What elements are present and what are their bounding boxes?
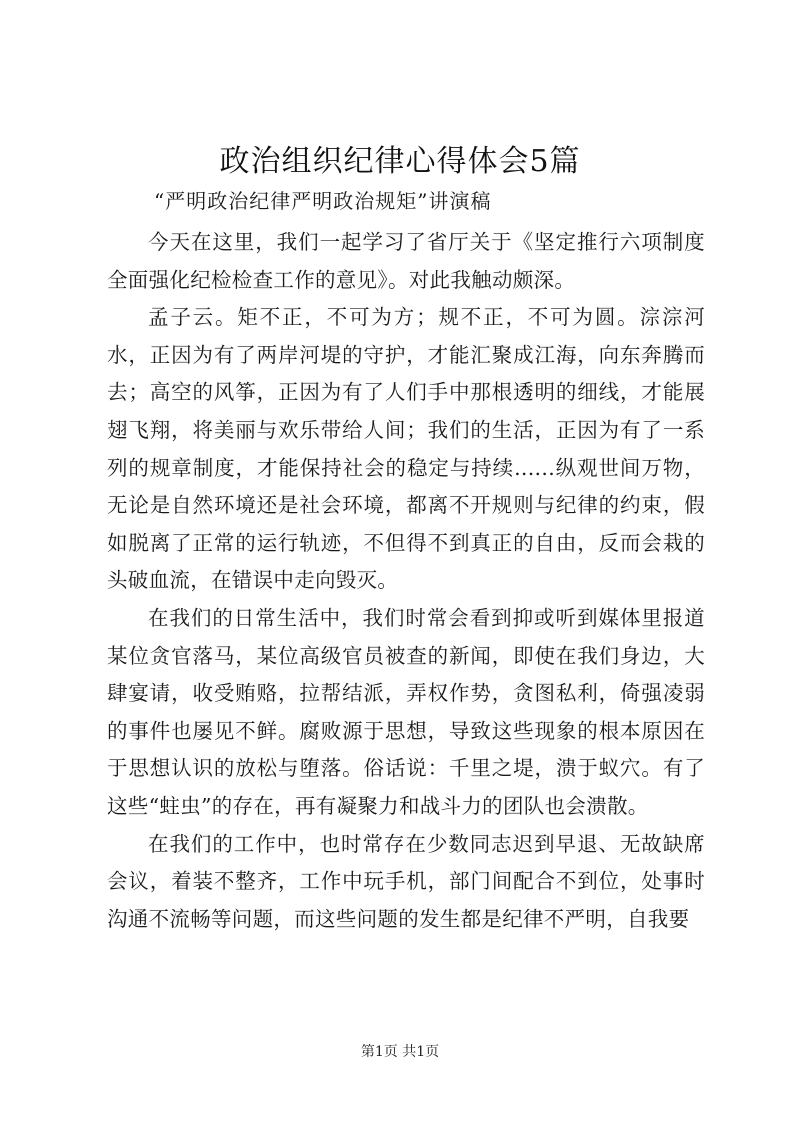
paragraph: 孟子云。矩不正，不可为方；规不正，不可为圆。淙淙河水，正因为有了两岸河堤的守护，才能汇聚成江海，向东奔腾而去；高空的风筝，正因为有了人们手中那根透明的细线，才能展翅飞翔，将美丽与欢乐带给人间；我们的生活，正因为有了一系列的规章制度，才能保持社会的稳定与持续......纵观世间万物，无论是自然环境还是社会环境，都离不开规则与纪律的约束，假如脱离了正常的运行轨迹，不但得不到真正的自由，反而会栽的头破血流，在错误中走向毁灭。 [107, 305, 705, 593]
paragraph: 在我们的日常生活中，我们时常会看到抑或听到媒体里报道某位贪官落马，某位高级官员被查的新闻，即使在我们身边，大肆宴请，收受贿赂，拉帮结派，弄权作势，贪图私利，倚强凌弱的事件也屡见不鲜。腐败源于思想，导致这些现象的根本原因在于思想认识的放松与堕落。俗话说：千里之堤，溃于蚁穴。有了这些“蛀虫”的存在，再有凝聚力和战斗力的团队也会溃散。 [107, 605, 705, 818]
document-subtitle: “严明政治纪律严明政治规矩”讲演稿 [154, 189, 492, 213]
paragraph: 今天在这里，我们一起学习了省厅关于《坚定推行六项制度全面强化纪检检查工作的意见》。对此我触动颇深。 [107, 230, 705, 292]
paragraph: 在我们的工作中，也时常存在少数同志迟到早退、无故缺席会议，着装不整齐，工作中玩手机，部门间配合不到位，处事时沟通不流畅等问题，而这些问题的发生都是纪律不严明，自我要 [107, 831, 705, 931]
document-body [107, 224, 705, 938]
document-title: 政治组织纪律心得体会5篇 [219, 144, 581, 179]
page-footer: 第1页 共1页 [360, 1044, 440, 1060]
